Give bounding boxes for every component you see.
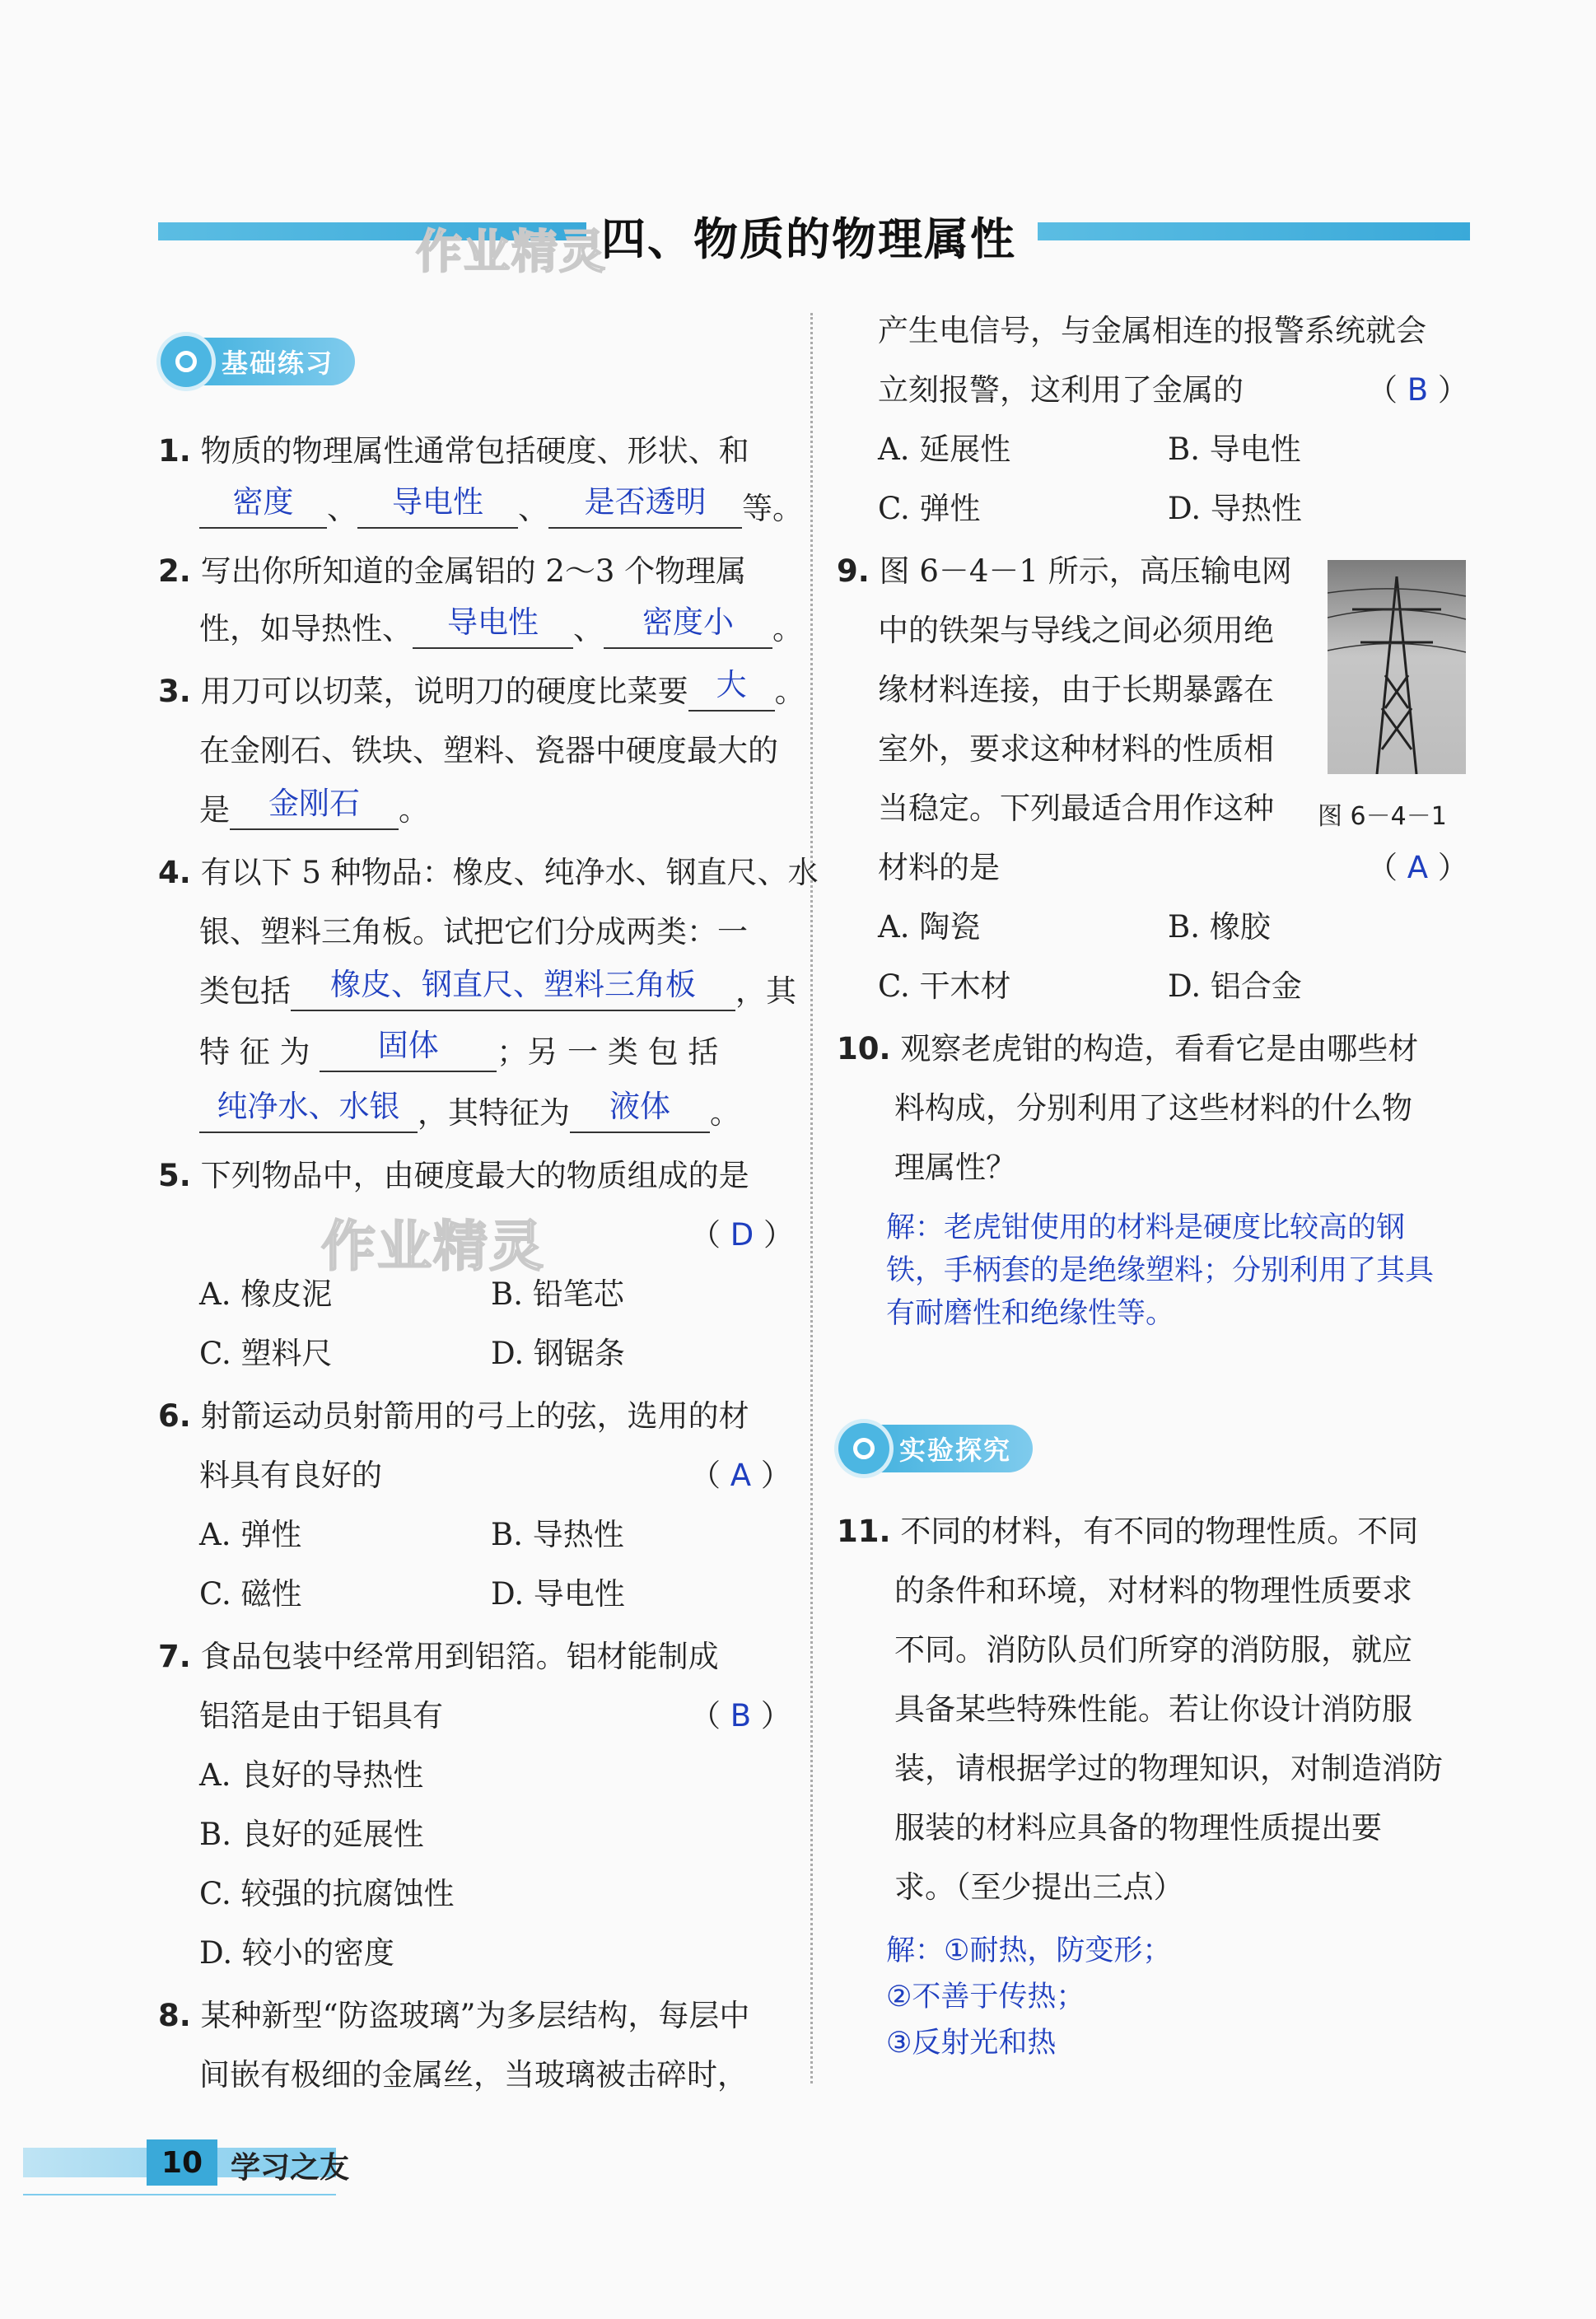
q6-option-d: D. 导电性: [491, 1576, 625, 1612]
answer-blank: 固体: [320, 1034, 497, 1072]
q9-line3: 缘材料连接，由于长期暴露在: [878, 672, 1274, 707]
q2-line2: 性，如导热性、 导电性 、 密度小 。: [199, 609, 803, 649]
brand-name: 学习之友: [231, 2150, 350, 2185]
q9-line5: 当稳定。下列最适合用作这种: [878, 791, 1274, 826]
answer-blank: 金刚石: [230, 792, 399, 830]
q11-line5: 装，请根据学过的物理知识，对制造消防: [894, 1751, 1443, 1786]
answer-blank: 橡皮、钢直尺、塑料三角板: [291, 973, 735, 1011]
q5-option-d: D. 钢锯条: [491, 1336, 625, 1371]
section-label: 实验探究: [881, 1425, 1033, 1472]
q8-line3: 产生电信号，与金属相连的报警系统就会: [878, 313, 1426, 348]
question-number: 2.: [158, 553, 191, 589]
question-text: 物质的物理属性通常包括硬度、形状、和: [200, 433, 749, 469]
title-bar-right: [1038, 222, 1470, 240]
watermark: 作业精灵: [321, 1215, 545, 1278]
q4-line4: 特 征 为 固体 ；另 一 类 包 括: [199, 1033, 718, 1072]
q10-line1: [837, 1029, 1418, 1069]
q11-line4: 具备某些特殊性能。若让你设计消防服: [894, 1691, 1412, 1727]
question-text: 观察老虎钳的构造，看看它是由哪些材: [900, 1031, 1419, 1066]
q10-solution-3: 有耐磨性和绝缘性等。: [886, 1297, 1175, 1330]
q7-line1: [158, 1637, 719, 1677]
q5-line1: [158, 1156, 749, 1196]
question-number: 10.: [837, 1031, 891, 1066]
q8-option-c: C. 弹性: [878, 491, 981, 526]
q3-line1: 3. 用刀可以切菜，说明刀的硬度比菜要 大 。: [158, 672, 805, 712]
q9-line1: [837, 552, 1292, 591]
q11-line7: 求。（至少提出三点）: [894, 1869, 1184, 1905]
q8-line4: 立刻报警，这利用了金属的: [878, 372, 1244, 408]
question-number: 8.: [158, 1998, 191, 2033]
q5-option-b: B. 铅笔芯: [491, 1276, 624, 1312]
question-number: 5.: [158, 1158, 191, 1193]
q9-option-b: B. 橡胶: [1168, 909, 1271, 945]
q5-answer: （ D ）: [690, 1217, 795, 1253]
question-number: 3.: [158, 674, 191, 709]
q8-line2: 间嵌有极细的金属丝，当玻璃被击碎时，: [199, 2057, 748, 2093]
q9-line2: 中的铁架与导线之间必须用绝: [878, 613, 1274, 648]
answer-blank: 导电性: [357, 491, 518, 529]
page-title: 四、物质的物理属性: [601, 213, 1016, 265]
answer-blank: 密度: [199, 491, 327, 529]
question-number: 6.: [158, 1398, 191, 1434]
q8-answer: （ B ）: [1367, 372, 1468, 408]
q4-line3: 类包括 橡皮、钢直尺、塑料三角板 ，其: [199, 972, 796, 1011]
question-text: 不同的材料，有不同的物理性质。不同: [900, 1514, 1419, 1549]
q8-line1: [158, 1996, 749, 2036]
q6-option-c: C. 磁性: [199, 1576, 302, 1612]
section-label: 基础练习: [203, 338, 355, 385]
q7-line2: 铝箔是由于铝具有: [199, 1698, 443, 1733]
q7-answer: （ B ）: [690, 1698, 791, 1733]
q9-line4: 室外，要求这种材料的性质相: [878, 731, 1274, 767]
q7-option-a: A. 良好的导热性: [199, 1757, 424, 1793]
q8-option-b: B. 导电性: [1168, 432, 1301, 467]
question-text: 食品包装中经常用到铝箔。铝材能制成: [200, 1639, 719, 1674]
q1-line2: 密度 、 导电性 、 是否透明 等。: [199, 489, 803, 529]
q3-line2: 在金刚石、铁块、塑料、瓷器中硬度最大的: [199, 733, 778, 768]
page-number: 10: [147, 2139, 217, 2186]
q5-option-a: A. 橡皮泥: [199, 1276, 333, 1312]
figure-label: 图 6－4－1: [1318, 802, 1447, 831]
q7-option-b: B. 良好的延展性: [199, 1817, 424, 1852]
q11-solution-2: ②不善于传热；: [886, 1981, 1085, 2013]
q6-option-a: A. 弹性: [199, 1517, 302, 1552]
question-text: 射箭运动员射箭用的弓上的弦，选用的材: [200, 1398, 749, 1434]
q7-option-d: D. 较小的密度: [199, 1935, 394, 1971]
q10-line2: 料构成，分别利用了这些材料的什么物: [894, 1090, 1412, 1126]
watermark: 作业精灵: [416, 226, 607, 279]
answer-blank: 液体: [570, 1095, 710, 1133]
q11-solution-1: 解：①耐热，防变形；: [886, 1934, 1172, 1967]
q4-line1: [158, 853, 819, 893]
question-number: 9.: [837, 553, 870, 589]
question-text: 写出你所知道的金属铝的 2～3 个物理属: [200, 553, 747, 589]
q8-option-a: A. 延展性: [878, 432, 1011, 467]
section-badge-basic: [161, 336, 355, 387]
section-icon: [161, 336, 212, 387]
q9-option-a: A. 陶瓷: [878, 909, 981, 945]
footer-line: [23, 2194, 336, 2195]
q6-answer: （ A ）: [690, 1458, 791, 1493]
q11-solution-3: ③反射光和热: [886, 2027, 1057, 2060]
answer-blank: 密度小: [604, 611, 772, 649]
q10-solution-1: 解：老虎钳使用的材料是硬度比较高的钢: [886, 1211, 1406, 1244]
power-tower-icon: [1328, 560, 1466, 774]
q3-line3: 是 金刚石 。: [199, 791, 429, 830]
q6-line1: [158, 1397, 749, 1436]
q4-line2: 银、塑料三角板。试把它们分成两类：一: [199, 914, 748, 950]
question-text: 有以下 5 种物品：橡皮、纯净水、钢直尺、水: [200, 855, 819, 890]
q11-line3: 不同。消防队员们所穿的消防服，就应: [894, 1632, 1412, 1668]
answer-blank: 是否透明: [548, 491, 742, 529]
section-badge-experiment: [838, 1423, 1033, 1474]
section-icon: [838, 1423, 889, 1474]
question-text: 某种新型“防盗玻璃”为多层结构，每层中: [200, 1998, 750, 2033]
answer-blank: 导电性: [413, 611, 573, 649]
q9-option-d: D. 铝合金: [1168, 968, 1302, 1004]
column-divider: [810, 313, 813, 2083]
q1-line1: [158, 432, 749, 471]
answer-blank: 大: [688, 674, 775, 712]
q6-line2: 料具有良好的: [199, 1458, 382, 1493]
q10-solution-2: 铁，手柄套的是绝缘塑料；分别利用了其具: [886, 1254, 1435, 1287]
q6-option-b: B. 导热性: [491, 1517, 624, 1552]
answer-blank: 纯净水、水银: [199, 1095, 418, 1133]
q11-line1: [837, 1512, 1418, 1551]
q2-line1: [158, 552, 746, 591]
q11-line6: 服装的材料应具备的物理性质提出要: [894, 1810, 1382, 1845]
q7-option-c: C. 较强的抗腐蚀性: [199, 1876, 455, 1911]
question-number: 11.: [837, 1514, 891, 1549]
question-number: 4.: [158, 855, 191, 890]
q11-line2: 的条件和环境，对材料的物理性质要求: [894, 1573, 1412, 1608]
q10-line3: 理属性？: [894, 1150, 1016, 1185]
q9-answer: （ A ）: [1367, 850, 1468, 885]
q4-line5: 纯净水、水银 ，其特征为 液体 。: [199, 1094, 740, 1133]
q9-option-c: C. 干木材: [878, 968, 1011, 1004]
question-text: 图 6－4－1 所示，高压输电网: [879, 553, 1292, 589]
power-tower-image: [1328, 560, 1466, 774]
q8-option-d: D. 导热性: [1168, 491, 1302, 526]
q9-line6: 材料的是: [878, 850, 1000, 885]
q5-option-c: C. 塑料尺: [199, 1336, 333, 1371]
question-number: 1.: [158, 433, 191, 469]
question-number: 7.: [158, 1639, 191, 1674]
question-text: 下列物品中，由硬度最大的物质组成的是: [200, 1158, 749, 1193]
